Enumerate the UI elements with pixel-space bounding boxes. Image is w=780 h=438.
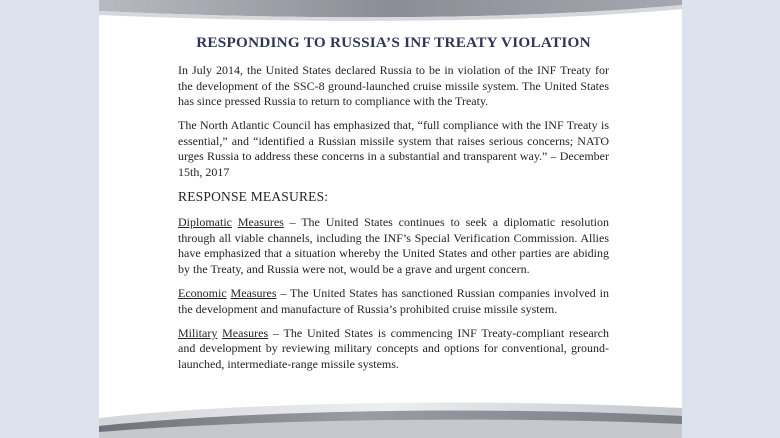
bottom-swoosh-decoration xyxy=(99,388,682,438)
paragraph-nato-quote: The North Atlantic Council has emphasized that, “full compliance with the INF Treaty is essential,” and “identified a Russian missile system that raises serious concerns; NATO urges Russia to address these concerns in a substantial and transparent way.” – December 15th, 2017 xyxy=(178,118,609,180)
page-title: RESPONDING TO RUSSIA’S INF TREATY VIOLATION xyxy=(196,34,591,51)
measures-label: Measures xyxy=(230,286,277,301)
measure-description: – The United States has sanctioned Russian companies involved in the development and manufacture of Russia’s prohibited cruise missile system. xyxy=(178,286,609,316)
measure-description: – The United States is commencing INF Treaty-compliant research and development by reviewing military concepts and options for conventional, ground-launched, intermediate-range missile systems. xyxy=(178,325,609,371)
measures-label: Measures xyxy=(237,215,284,230)
paragraph-declaration: In July 2014, the United States declared Russia to be in violation of the INF Treaty for the development of the SSC-8 ground-launched cruise missile system. The United States has since pressed Russia to return to compliance with the Treaty. xyxy=(178,63,609,109)
measure-description: – The United States continues to seek a diplomatic resolution through all viable channels, including the INF’s Special Verification Commission. Allies have emphasized that a situation whereby the United States and other parties are abiding by the Treaty, and Russia were not, would be a grave and urgent concern. xyxy=(178,215,610,276)
document-content xyxy=(178,34,609,381)
document-page xyxy=(99,0,682,438)
diplomatic-measures-paragraph xyxy=(178,215,609,277)
measure-type-label: Military xyxy=(178,325,218,340)
military-measures-paragraph xyxy=(178,326,609,373)
measure-type-label: Economic xyxy=(178,286,227,301)
response-measures-heading: RESPONSE MEASURES: xyxy=(178,189,329,205)
top-swoosh-decoration xyxy=(99,0,682,24)
economic-measures-paragraph xyxy=(178,286,609,317)
measure-type-label: Diplomatic xyxy=(178,215,232,230)
measures-label: Measures xyxy=(222,325,269,340)
